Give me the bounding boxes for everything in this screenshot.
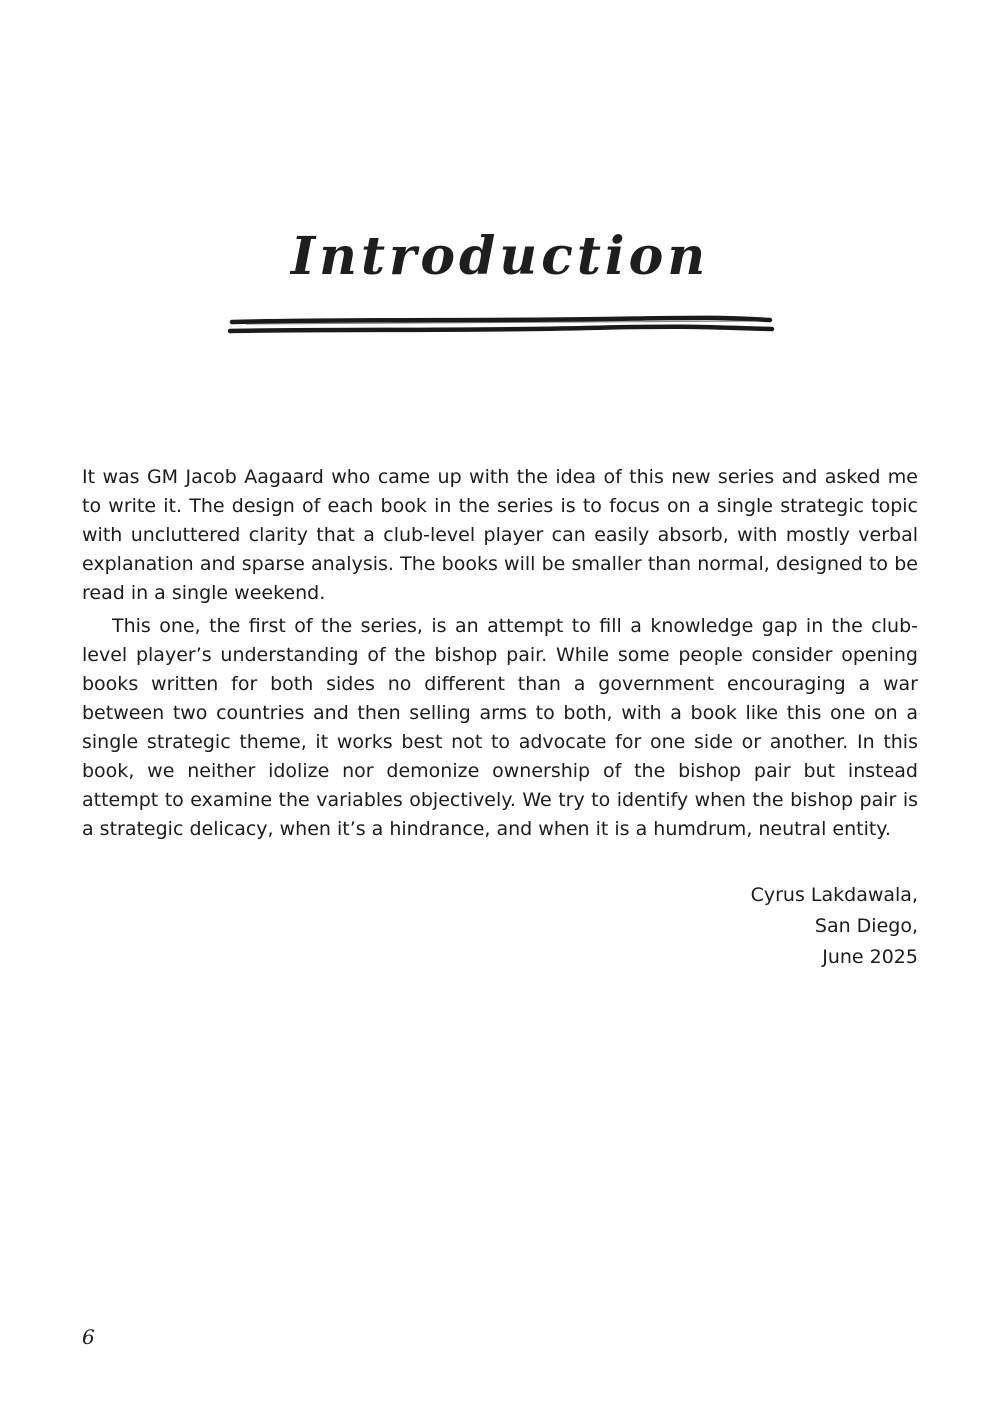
page-title: Introduction [290,226,710,287]
introduction-body [82,463,918,844]
page-number: 6 [82,1325,95,1349]
author-place: San Diego, [814,915,918,937]
author-name: Cyrus Lakdawala, [750,884,918,906]
signature-date: June 2025 [822,946,918,968]
paragraph: This one, the first of the series, is an attempt to fill a knowledge gap in the club-level player’s understanding of the bishop pair. While some people consider opening books written for both sides no different than a government encouraging a war between two countries and then selling arms to both, with a book like this one on a single strategic theme, it works best not to advocate for one side or another. In this book, we neither idolize nor demonize ownership of the bishop pair but instead attempt to examine the variables objectively. We try to identify when the bishop pair is a strategic delicacy, when it’s a hindrance, and when it is a humdrum, neutral entity. [82,615,918,840]
rule-line-bottom [230,327,772,331]
paragraph: It was GM Jacob Aagaard who came up with the idea of this new series and asked me to write it. The design of each book in the series is to focus on a single strategic topic with uncluttered clarity that a club-level player can easily absorb, with mostly verbal explanation and sparse analysis. The books will be smaller than normal, designed to be read in a single weekend. [82,466,918,604]
decorative-double-rule [226,312,776,338]
author-signature [751,880,918,973]
